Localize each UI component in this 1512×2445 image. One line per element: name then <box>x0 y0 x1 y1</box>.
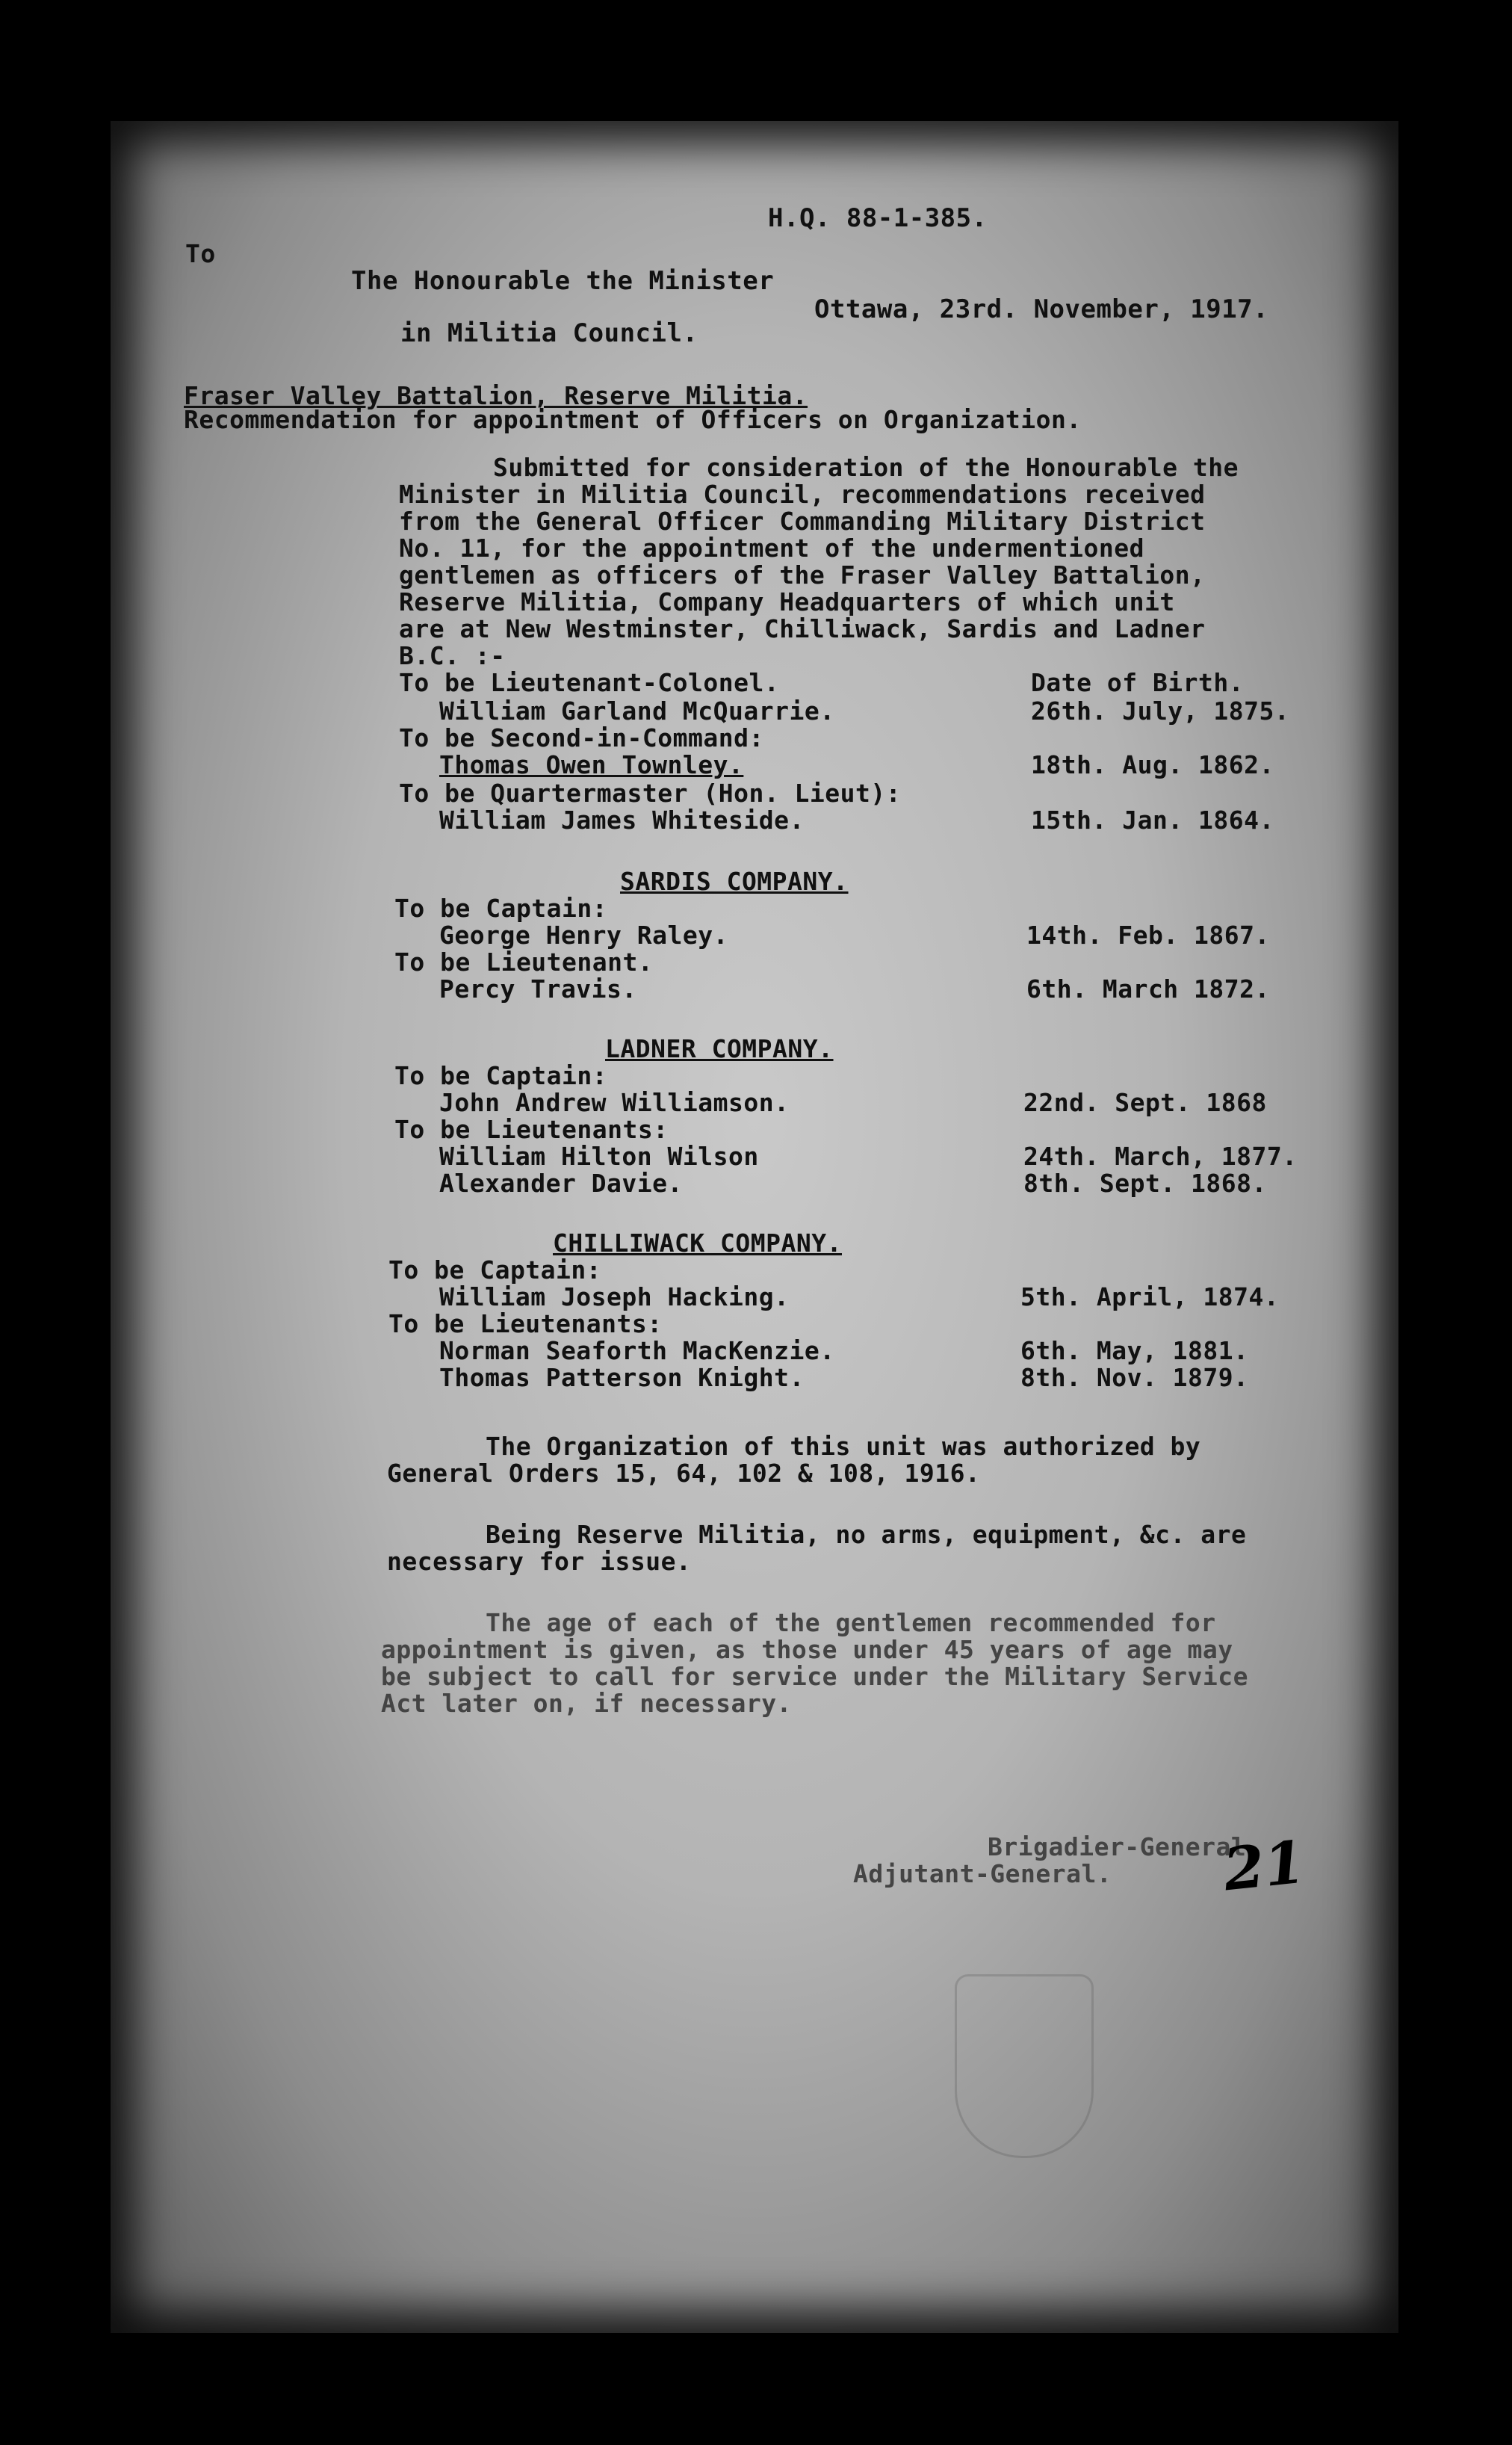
ladner-captain-dob: 22nd. Sept. 1868 <box>1023 1088 1267 1117</box>
hq-name: William Garland McQuarrie. <box>439 696 835 726</box>
sardis-company-heading: SARDIS COMPANY. <box>620 867 849 896</box>
age-paragraph: Act later on, if necessary. <box>381 1689 792 1718</box>
authorization-paragraph: The Organization of this unit was authorized by <box>486 1432 1201 1461</box>
addressee-line-1: The Honourable the Minister <box>351 266 775 296</box>
chilliwack-captain-dob: 5th. April, 1874. <box>1020 1282 1280 1311</box>
chilliwack-lieut-dob: 6th. May, 1881. <box>1020 1336 1249 1365</box>
intro-line: from the General Officer Commanding Military District <box>399 507 1206 536</box>
to-label: To <box>185 239 216 268</box>
ladner-lieut-dob: 24th. March, 1877. <box>1023 1142 1298 1171</box>
age-paragraph: be subject to call for service under the Military Service <box>381 1662 1248 1691</box>
chilliwack-company-heading: CHILLIWACK COMPANY. <box>553 1228 842 1258</box>
faint-stamp <box>955 1974 1094 2158</box>
chilliwack-captain-name: William Joseph Hacking. <box>439 1282 790 1311</box>
intro-line: are at New Westminster, Chilliwack, Sardis and Ladner <box>399 614 1206 643</box>
addressee-line-2: in Militia Council. <box>400 318 698 348</box>
ladner-lieut-name: Alexander Davie. <box>439 1169 683 1198</box>
intro-line: B.C. :- <box>399 641 506 670</box>
ladner-lieut-name: William Hilton Wilson <box>439 1142 759 1171</box>
ladner-company-heading: LADNER COMPANY. <box>605 1034 834 1063</box>
sardis-lieut-role: To be Lieutenant. <box>394 948 654 977</box>
date-of-birth-header: Date of Birth. <box>1031 668 1245 697</box>
document-page <box>111 121 1398 2333</box>
equipment-paragraph: necessary for issue. <box>387 1547 692 1576</box>
sardis-lieut-name: Percy Travis. <box>439 974 637 1004</box>
subject-subtitle: Recommendation for appointment of Officers on Organization. <box>184 405 1082 434</box>
chilliwack-lieuts-role: To be Lieutenants: <box>388 1309 663 1338</box>
ladner-captain-name: John Andrew Williamson. <box>439 1088 790 1117</box>
hq-name: William James Whiteside. <box>439 806 805 835</box>
equipment-paragraph: Being Reserve Militia, no arms, equipment, &c. are <box>486 1520 1247 1549</box>
signature-title-2: Adjutant-General. <box>853 1859 1112 1888</box>
hq-role: To be Second-in-Command: <box>399 723 764 752</box>
intro-line: No. 11, for the appointment of the undermentioned <box>399 534 1145 563</box>
chilliwack-lieut-name: Norman Seaforth MacKenzie. <box>439 1336 835 1365</box>
ladner-lieut-dob: 8th. Sept. 1868. <box>1023 1169 1267 1198</box>
chilliwack-lieut-name: Thomas Patterson Knight. <box>439 1363 805 1392</box>
reference-number: H.Q. 88-1-385. <box>768 203 988 233</box>
hq-role: To be Quartermaster (Hon. Lieut): <box>399 779 902 808</box>
handwritten-folio-number: 21 <box>1220 1828 1309 1905</box>
sardis-captain-dob: 14th. Feb. 1867. <box>1026 921 1270 950</box>
intro-line: Reserve Militia, Company Headquarters of which unit <box>399 587 1175 616</box>
sardis-lieut-dob: 6th. March 1872. <box>1026 974 1270 1004</box>
age-paragraph: appointment is given, as those under 45 years of age may <box>381 1635 1233 1664</box>
age-paragraph: The age of each of the gentlemen recommended for <box>486 1608 1216 1637</box>
authorization-paragraph: General Orders 15, 64, 102 & 108, 1916. <box>387 1459 981 1488</box>
chilliwack-captain-role: To be Captain: <box>388 1255 602 1285</box>
place-date: Ottawa, 23rd. November, 1917. <box>814 294 1269 324</box>
sardis-captain-name: George Henry Raley. <box>439 921 728 950</box>
hq-dob: 18th. Aug. 1862. <box>1031 750 1274 779</box>
hq-dob: 26th. July, 1875. <box>1031 696 1290 726</box>
sardis-captain-role: To be Captain: <box>394 894 608 923</box>
hq-role: To be Lieutenant-Colonel. <box>399 668 780 697</box>
ladner-lieuts-role: To be Lieutenants: <box>394 1115 669 1144</box>
ladner-captain-role: To be Captain: <box>394 1061 608 1090</box>
hq-dob: 15th. Jan. 1864. <box>1031 806 1274 835</box>
hq-name: Thomas Owen Townley. <box>439 750 744 779</box>
chilliwack-lieut-dob: 8th. Nov. 1879. <box>1020 1363 1249 1392</box>
subject-title: Fraser Valley Battalion, Reserve Militia. <box>184 381 808 410</box>
intro-line: Submitted for consideration of the Honourable the <box>493 453 1239 482</box>
signature-title-1: Brigadier-General, <box>988 1832 1262 1861</box>
intro-line: gentlemen as officers of the Fraser Valley Battalion, <box>399 560 1206 590</box>
intro-line: Minister in Militia Council, recommendations received <box>399 480 1206 509</box>
